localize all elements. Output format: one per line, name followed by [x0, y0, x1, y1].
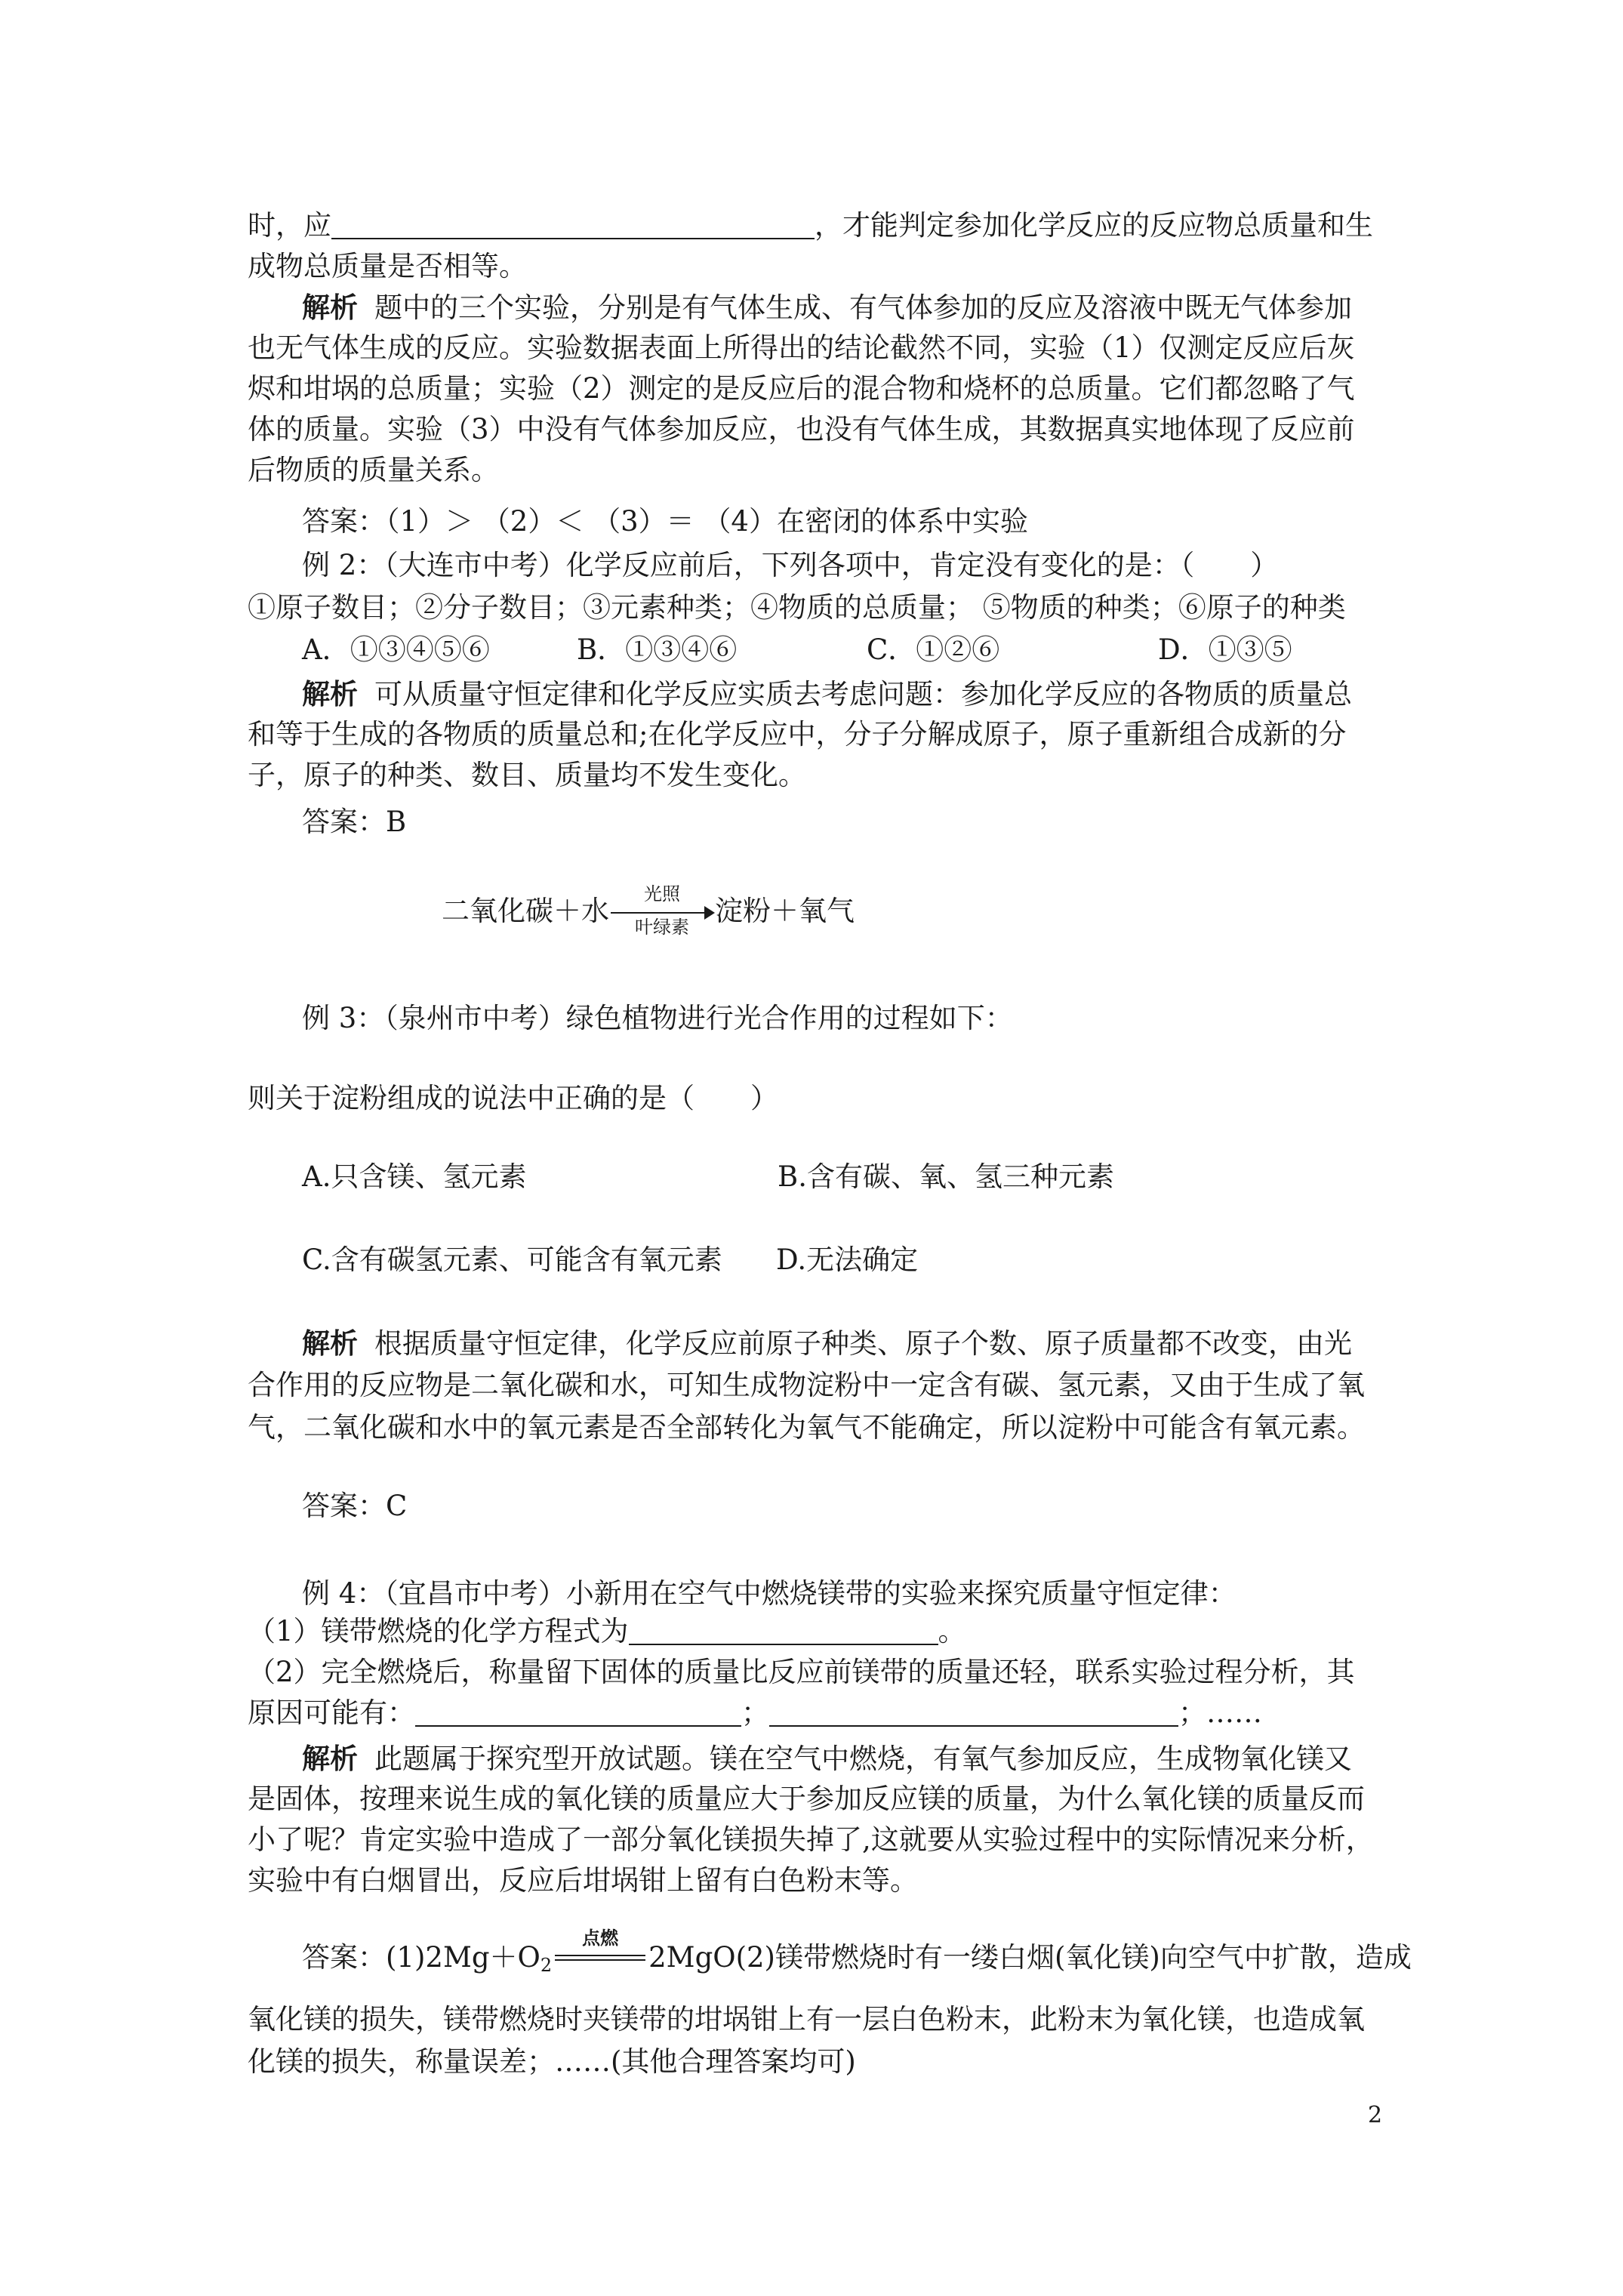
option-c: C.含有碳氢元素、可能含有氧元素: [302, 1244, 722, 1276]
ex4-answer-line-3: 化镁的损失，称量误差；……(其他合理答案均可): [248, 2045, 856, 2078]
subscript: 2: [540, 1955, 553, 1976]
ex1-line-2: 成物总质量是否相等。: [248, 250, 527, 282]
ex1-analysis-line: 烬和坩埚的总质量；实验（2）测定的是反应后的混合物和烧杯的总质量。它们都忽略了气: [248, 372, 1355, 405]
ex4-analysis-line: 小了呢？肯定实验中造成了一部分氧化镁损失掉了,这就要从实验过程中的实际情况来分析，: [248, 1823, 1374, 1856]
arrow-condition-top: 光照: [644, 883, 680, 905]
fill-blank[interactable]: [331, 208, 815, 239]
reactants: 二氧化碳＋水: [442, 895, 609, 927]
ex2-analysis-line: [302, 673, 1434, 715]
analysis-label: 解析: [302, 677, 358, 710]
ex4-analysis-line: [302, 1738, 1434, 1780]
ex3-question: 则关于淀粉组成的说法中正确的是（ ）: [248, 1082, 778, 1114]
fill-blank[interactable]: [769, 1695, 1178, 1727]
option-b: B.含有碳、氧、氢三种元素: [778, 1160, 1114, 1193]
ex3-analysis-line: [302, 1323, 1434, 1364]
text: ；: [741, 1697, 769, 1729]
text: 可从质量守恒定律和化学反应实质去考虑问题：参加化学反应的各物质的质量总: [374, 678, 1352, 710]
text: 时，应: [248, 209, 331, 242]
ex4-analysis-line: 是固体，按理来说生成的氧化镁的质量应大于参加反应镁的质量，为什么氧化镁的质量反而: [248, 1783, 1365, 1815]
ex1-analysis-line: 后物质的质量关系。: [248, 454, 499, 486]
text: （1）镁带燃烧的化学方程式为: [248, 1615, 629, 1647]
condition-label: 点燃: [582, 1927, 619, 1949]
text: 。: [938, 1615, 966, 1647]
option-c: C．①②⑥: [867, 633, 1000, 666]
ex3-analysis-line: 合作用的反应物是二氧化碳和水，可知生成物淀粉中一定含有碳、氢元素，又由于生成了氧: [248, 1369, 1365, 1401]
ex4-question-1: [248, 1611, 1380, 1652]
ex3-analysis-line: 气，二氧化碳和水中的氧元素是否全部转化为氧气不能确定，所以淀粉中可能含有氧元素。: [248, 1411, 1365, 1444]
option-a: A.只含镁、氢元素: [302, 1160, 527, 1193]
ex2-answer: 答案：B: [302, 806, 407, 838]
option-b: B．①③④⑥: [577, 633, 738, 666]
ex4-answer-line-2: 氧化镁的损失，镁带燃烧时夹镁带的坩埚钳上有一层白色粉末，此粉末为氧化镁，也造成氧: [248, 2003, 1365, 2036]
analysis-label: 解析: [302, 1742, 358, 1775]
analysis-label: 解析: [302, 1327, 358, 1360]
ex1-analysis-line: [302, 287, 1434, 328]
ex4-question-2: （2）完全燃烧后，称量留下固体的质量比反应前镁带的质量还轻，联系实验过程分析，其: [248, 1656, 1355, 1688]
ex1-analysis-line: 也无气体生成的反应。实验数据表面上所得出的结论截然不同，实验（1）仅测定反应后灰: [248, 331, 1355, 364]
ex2-analysis-line: 子，原子的种类、数目、质量均不发生变化。: [248, 759, 806, 791]
fill-blank[interactable]: [415, 1695, 741, 1727]
text: 2MgO(2)镁带燃烧时有一缕白烟(氧化镁)向空气中扩散，造成: [648, 1941, 1412, 1974]
ex4-answer-line-1: [302, 1927, 1434, 1986]
text: 根据质量守恒定律，化学反应前原子种类、原子个数、原子质量都不改变，由光: [374, 1327, 1352, 1360]
page-number: 2: [1368, 2102, 1383, 2128]
reaction-arrow: [609, 883, 715, 938]
text: 答案：(1)2Mg＋O: [302, 1941, 540, 1974]
text: ，才能判定参加化学反应的反应物总质量和生: [815, 209, 1373, 242]
fill-blank[interactable]: [629, 1613, 938, 1645]
option-d: D.无法确定: [776, 1244, 919, 1276]
ex1-answer: 答案：（1）＞ （2）＜ （3）＝ （4）在密闭的体系中实验: [302, 505, 1028, 538]
text: 题中的三个实验，分别是有气体生成、有气体参加的反应及溶液中既无气体参加: [374, 291, 1352, 324]
ex2-analysis-line: 和等于生成的各物质的质量总和;在化学反应中，分子分解成原子，原子重新组合成新的分: [248, 718, 1347, 750]
ex3-answer: 答案：C: [302, 1490, 408, 1522]
ex1-analysis-line: 体的质量。实验（3）中没有气体参加反应，也没有气体生成，其数据真实地体现了反应前: [248, 413, 1355, 445]
photosynthesis-equation: [442, 883, 970, 959]
ex4-title: 例 4：（宜昌市中考）小新用在空气中燃烧镁带的实验来探究质量守恒定律：: [302, 1577, 1236, 1610]
arrow-condition-bottom: 叶绿素: [635, 917, 689, 938]
ex4-question-3: [248, 1693, 1380, 1734]
ex1-line-1: [248, 205, 1380, 246]
ex2-title: 例 2：（大连市中考）化学反应前后，下列各项中，肯定没有变化的是：（ ）: [302, 549, 1279, 581]
text: 此题属于探究型开放试题。镁在空气中燃烧，有氧气参加反应，生成物氧化镁又: [374, 1743, 1352, 1775]
ex2-items: ①原子数目；②分子数目；③元素种类；④物质的总质量； ⑤物质的种类；⑥原子的种类: [248, 591, 1346, 624]
ex3-title: 例 3：（泉州市中考）绿色植物进行光合作用的过程如下：: [302, 1002, 1013, 1034]
option-a: A．①③④⑤⑥: [302, 633, 490, 666]
text: ；……: [1178, 1697, 1262, 1729]
text: 原因可能有：: [248, 1697, 415, 1729]
option-d: D．①③⑤: [1158, 633, 1292, 666]
reaction-condition: [555, 1927, 645, 1970]
ex4-analysis-line: 实验中有白烟冒出，反应后坩埚钳上留有白色粉末等。: [248, 1864, 918, 1897]
products: 淀粉＋氧气: [715, 895, 855, 927]
analysis-label: 解析: [302, 291, 358, 324]
